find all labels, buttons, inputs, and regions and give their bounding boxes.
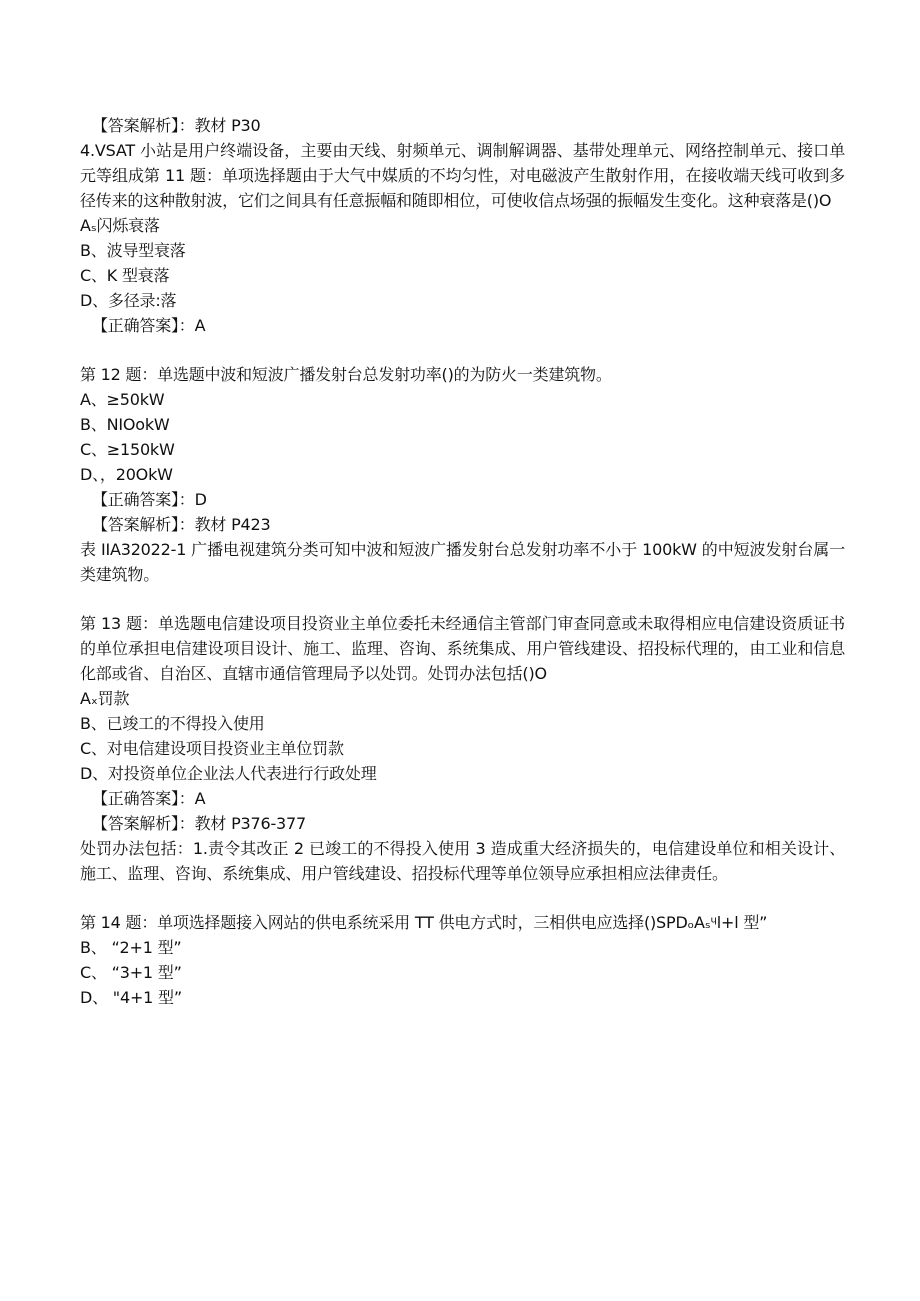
paragraph-gap — [80, 338, 845, 362]
text-paragraph: 表 IIA32022-1 广播电视建筑分类可知中波和短波广播发射台总发射功率不小于 100kW 的中短波发射台属一类建筑物。 — [80, 540, 845, 584]
text-line: 【答案解析】：教材 P376-377 — [92, 814, 306, 833]
text-line: B、NIOokW — [80, 415, 170, 434]
text-line: 第 12 题：单选题中波和短波广播发射台总发射功率()的为防火一类建筑物。 — [80, 365, 612, 384]
text-line: D、，20OkW — [80, 465, 173, 484]
document-page — [80, 113, 845, 1010]
text-line: C、K 型衰落 — [80, 266, 170, 285]
text-line: 【答案解析】：教材 P30 — [92, 116, 261, 135]
text-line: C、≥150kW — [80, 440, 175, 459]
text-line: D、对投资单位企业法人代表进行行政处理 — [80, 764, 377, 783]
text-line: D、多径录:落 — [80, 291, 177, 310]
text-line: B、波导型衰落 — [80, 241, 186, 260]
text-line: C、 “3+1 型” — [80, 963, 182, 982]
text-line: C、对电信建设项目投资业主单位罚款 — [80, 739, 344, 758]
text-paragraph: 处罚办法包括：1.责令其改正 2 已竣工的不得投入使用 3 造成重大经济损失的，电信建设单位和相关设计、施工、监理、咨询、系统集成、用户管线建设、招投标代理等单位领导应承担相应法律责任。 — [80, 839, 845, 883]
text-line: 【正确答案】：D — [92, 490, 207, 509]
paragraph-gap — [80, 886, 845, 910]
text-paragraph: 第 13 题：单选题电信建设项目投资业主单位委托未经通信主管部门审查同意或未取得相应电信建设资质证书的单位承担电信建设项目设计、施工、监理、咨询、系统集成、用户管线建设、招投标代理的，由工业和信息化部或省、自治区、直辖市通信管理局予以处罚。处罚办法包括()O — [80, 614, 845, 683]
text-line: Aₓ罚款 — [80, 689, 130, 708]
text-line: B、已竣工的不得投入使用 — [80, 714, 265, 733]
text-line: 第 14 题：单项选择题接入网站的供电系统采用 TT 供电方式时，三相供电应选择()SPDₒAₛᶣl+l 型” — [80, 913, 768, 932]
text-line: 【正确答案】：A — [92, 316, 206, 335]
text-line: 【正确答案】：A — [92, 789, 206, 808]
text-paragraph: 4.VSAT 小站是用户终端设备，主要由天线、射频单元、调制解调器、基带处理单元、网络控制单元、接口单元等组成第 11 题：单项选择题由于大气中媒质的不均匀性，对电磁波产生散射作用，在接收端天线可收到多径传来的这种散射波，它们之间具有任意振幅和随即相位，可使收信点场强的振幅发生变化。这种衰落是()O — [80, 141, 845, 210]
text-line: B、 “2+1 型” — [80, 938, 182, 957]
text-line: Aₛ闪烁衰落 — [80, 216, 160, 235]
text-line: A、≥50kW — [80, 390, 165, 409]
paragraph-gap — [80, 587, 845, 611]
text-line: D、 "4+1 型” — [80, 988, 182, 1007]
text-line: 【答案解析】：教材 P423 — [92, 515, 271, 534]
